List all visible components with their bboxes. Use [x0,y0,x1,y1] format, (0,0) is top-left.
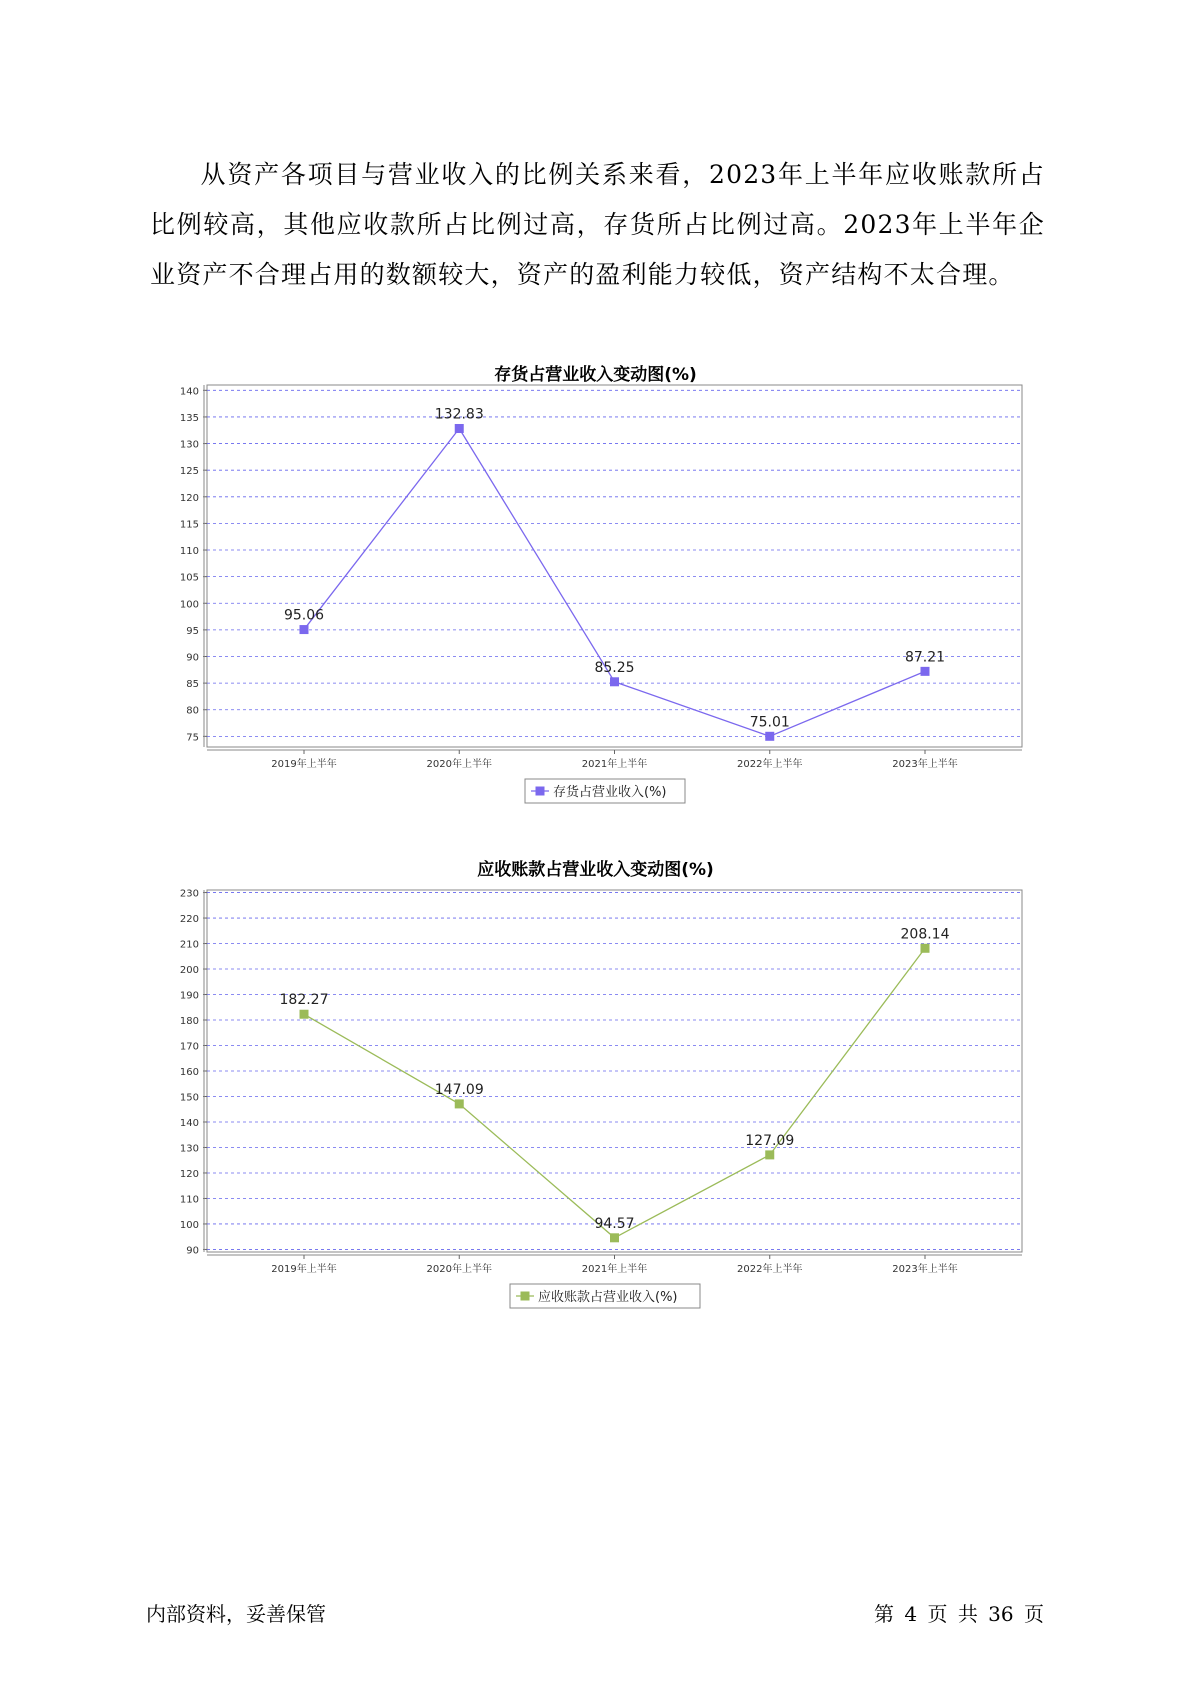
y-tick-label: 90 [186,652,199,664]
chart-title-receivables: 应收账款占营业收入变动图(%) [477,860,714,880]
y-tick-label: 230 [179,888,199,900]
data-point [921,944,930,953]
y-tick-label: 100 [179,599,199,611]
data-label: 75.01 [749,714,790,731]
data-label: 127.09 [745,1132,795,1149]
y-tick-label: 115 [179,519,199,531]
y-tick-label: 220 [179,914,199,926]
legend-marker [536,787,545,796]
y-tick-label: 110 [179,546,199,558]
x-tick-label: 2020年上半年 [426,1264,492,1275]
y-tick-label: 200 [179,965,199,977]
footer-page-number: 第 4 页 共 36 页 [874,1602,1044,1626]
y-tick-label: 160 [179,1067,199,1078]
x-tick-label: 2021年上半年 [581,1264,648,1275]
data-label: 147.09 [434,1081,484,1098]
y-tick-label: 120 [179,1168,199,1180]
chart-title-inventory: 存货占营业收入变动图(%) [494,365,697,385]
y-tick-label: 130 [179,1143,199,1155]
x-tick-label: 2021年上半年 [581,759,648,770]
legend-marker [521,1292,530,1301]
chart-inventory-svg [0,355,1191,815]
y-tick-label: 140 [179,1117,199,1129]
y-tick-label: 125 [179,466,199,478]
y-tick-label: 85 [186,679,199,691]
data-point [765,1150,774,1159]
chart-receivables [0,850,1191,1310]
y-tick-label: 100 [179,1219,199,1231]
x-tick-label: 2022年上半年 [737,759,803,770]
y-tick-label: 120 [179,492,199,504]
plot-area [207,385,1022,747]
x-tick-label: 2019年上半年 [271,1264,337,1275]
data-label: 208.14 [900,926,950,943]
x-tick-label: 2023年上半年 [892,759,958,770]
y-tick-label: 135 [179,412,199,424]
data-label: 182.27 [279,992,329,1009]
y-tick-label: 110 [179,1194,199,1206]
data-label: 87.21 [904,649,946,666]
data-label: 95.06 [283,607,325,624]
data-point [455,1099,464,1108]
chart-receivables-svg [0,850,1191,1310]
y-tick-label: 170 [179,1041,199,1053]
data-point [610,1233,619,1242]
x-tick-label: 2020年上半年 [426,759,492,770]
y-tick-label: 150 [179,1092,199,1104]
y-tick-label: 105 [179,572,199,584]
y-tick-label: 95 [186,625,199,637]
data-label: 85.25 [594,659,635,676]
legend-label: 应收账款占营业收入(%) [538,1290,678,1305]
data-point [455,424,464,433]
data-point [610,677,619,686]
data-label: 94.57 [594,1215,635,1232]
x-tick-label: 2019年上半年 [271,759,337,770]
y-tick-label: 140 [179,386,199,398]
footer-confidential: 内部资料，妥善保管 [146,1602,326,1626]
x-tick-label: 2022年上半年 [737,1264,803,1275]
data-point [765,732,774,741]
y-tick-label: 190 [179,990,199,1002]
analysis-paragraph [150,150,1045,300]
data-point [921,667,930,676]
y-tick-label: 80 [186,705,199,717]
data-label: 132.83 [434,406,484,423]
y-tick-label: 75 [186,732,199,744]
y-tick-label: 130 [179,439,199,451]
y-tick-label: 180 [179,1016,199,1028]
chart-inventory [0,355,1191,815]
y-tick-label: 210 [179,939,199,951]
data-point [300,625,309,634]
analysis-text: 从资产各项目与营业收入的比例关系来看，2023年上半年应收账款所占比例较高，其他应收款所占比例过高，存货所占比例过高。2023年上半年企业资产不合理占用的数额较大，资产的盈利能力较低，资产结构不太合理。 [150,160,1045,289]
data-point [300,1010,309,1019]
x-tick-label: 2023年上半年 [892,1264,958,1275]
y-tick-label: 90 [186,1245,199,1257]
legend-label: 存货占营业收入(%) [553,785,667,800]
